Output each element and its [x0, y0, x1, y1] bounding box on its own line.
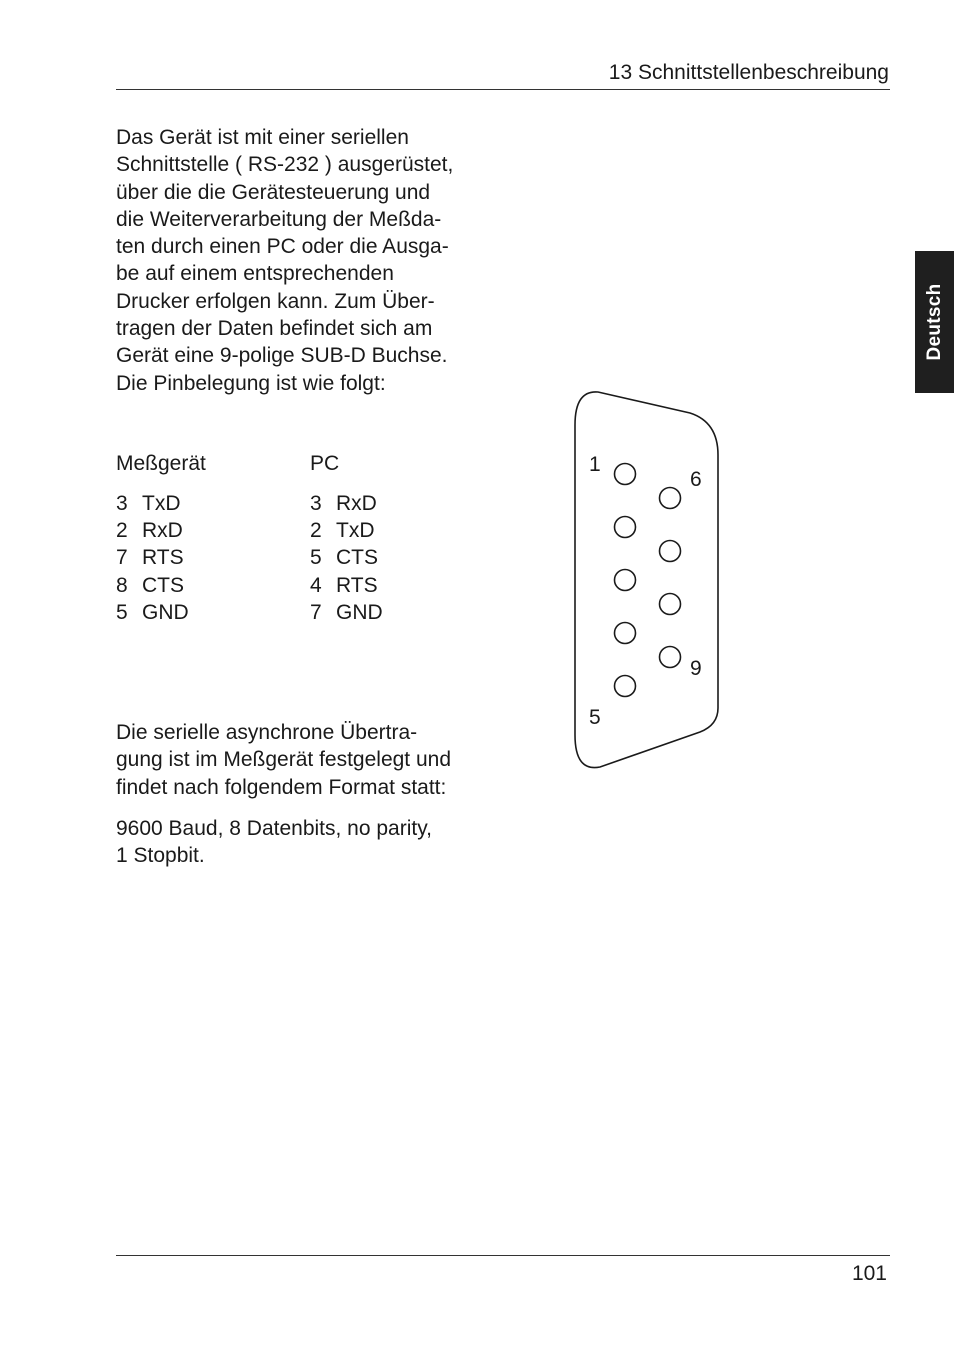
- intro-line: über die die Gerätesteuerung und: [116, 180, 431, 204]
- pin-number: 2: [116, 519, 128, 543]
- intro-paragraph: [116, 124, 453, 397]
- pin-label-5: 5: [589, 706, 601, 729]
- device-pin-column: [116, 490, 189, 626]
- pin-signal: RxD: [336, 492, 377, 515]
- pin-signal: CTS: [142, 573, 184, 597]
- pin-table-row: [116, 599, 189, 626]
- pin-hole-7: [660, 541, 681, 562]
- transfer-paragraph: [116, 719, 451, 801]
- pin-number: 5: [310, 546, 322, 570]
- pin-label-6: 6: [690, 468, 702, 491]
- pin-table-row: [310, 599, 383, 626]
- transfer-line: gung ist im Meßgerät festgelegt und: [116, 748, 452, 772]
- intro-line: be auf einem entsprechenden: [116, 262, 394, 286]
- pin-signal: RTS: [142, 546, 184, 570]
- pin-hole-1: [615, 464, 636, 485]
- running-header-title: 13 Schnittstellenbeschreibung: [608, 61, 889, 84]
- pin-hole-2: [615, 517, 636, 538]
- pc-pin-column: [310, 490, 383, 626]
- intro-line: die Weiterverarbeitung der Meßda-: [116, 207, 442, 231]
- transfer-line: findet nach folgendem Format statt:: [116, 775, 447, 799]
- pin-signal: GND: [336, 600, 383, 624]
- language-tab: [915, 251, 954, 393]
- format-paragraph: [116, 815, 432, 870]
- sub-d-connector-diagram: [560, 380, 740, 780]
- pin-table-header-pc: PC: [310, 452, 340, 475]
- pin-signal: TxD: [142, 492, 181, 515]
- intro-line: tragen der Daten befindet sich am: [116, 317, 433, 341]
- intro-line: Schnittstelle ( RS-232 ) ausgerüstet,: [116, 153, 454, 177]
- footer-rule: [116, 1255, 890, 1256]
- pin-table-row: [310, 544, 383, 571]
- format-line: 9600 Baud, 8 Datenbits, no parity,: [116, 817, 432, 840]
- pin-table-row: [116, 544, 189, 571]
- pin-number: 5: [116, 600, 128, 624]
- intro-line: ten durch einen PC oder die Ausga-: [116, 235, 449, 259]
- pin-signal: CTS: [336, 546, 378, 570]
- pin-table-row: [310, 572, 383, 599]
- pin-signal: RTS: [336, 573, 378, 597]
- intro-line: Gerät eine 9-polige SUB-D Buchse.: [116, 344, 448, 368]
- pin-number: 4: [310, 573, 322, 597]
- pin-signal: TxD: [336, 519, 375, 543]
- pin-hole-5: [615, 676, 636, 697]
- page-number: 101: [851, 1262, 887, 1285]
- pin-table-row: [310, 517, 383, 544]
- pin-number: 2: [310, 519, 322, 543]
- intro-line: Die Pinbelegung ist wie folgt:: [116, 371, 386, 395]
- pin-number: 3: [310, 492, 322, 515]
- pin-table-row: [310, 490, 383, 517]
- pin-hole-3: [615, 570, 636, 591]
- header-rule: [116, 89, 890, 90]
- pin-number: 3: [116, 492, 128, 515]
- intro-line: Drucker erfolgen kann. Zum Über-: [116, 289, 435, 313]
- pin-hole-6: [660, 488, 681, 509]
- pin-label-1: 1: [589, 453, 601, 476]
- intro-line: Das Gerät ist mit einer seriellen: [116, 126, 409, 149]
- pin-hole-9: [660, 647, 681, 668]
- pin-table-header-device: Meßgerät: [116, 452, 206, 475]
- pin-signal: GND: [142, 600, 189, 624]
- pin-table-row: [116, 517, 189, 544]
- pin-number: 7: [310, 600, 322, 624]
- pin-number: 8: [116, 573, 128, 597]
- format-line: 1 Stopbit.: [116, 844, 205, 868]
- transfer-line: Die serielle asynchrone Übertra-: [116, 721, 418, 744]
- pin-signal: RxD: [142, 519, 183, 543]
- pin-label-9: 9: [690, 657, 702, 680]
- pin-table-row: [116, 490, 189, 517]
- pin-hole-8: [660, 594, 681, 615]
- language-tab-label: Deutsch: [923, 283, 945, 361]
- pin-hole-4: [615, 623, 636, 644]
- pin-table-row: [116, 572, 189, 599]
- pin-number: 7: [116, 546, 128, 570]
